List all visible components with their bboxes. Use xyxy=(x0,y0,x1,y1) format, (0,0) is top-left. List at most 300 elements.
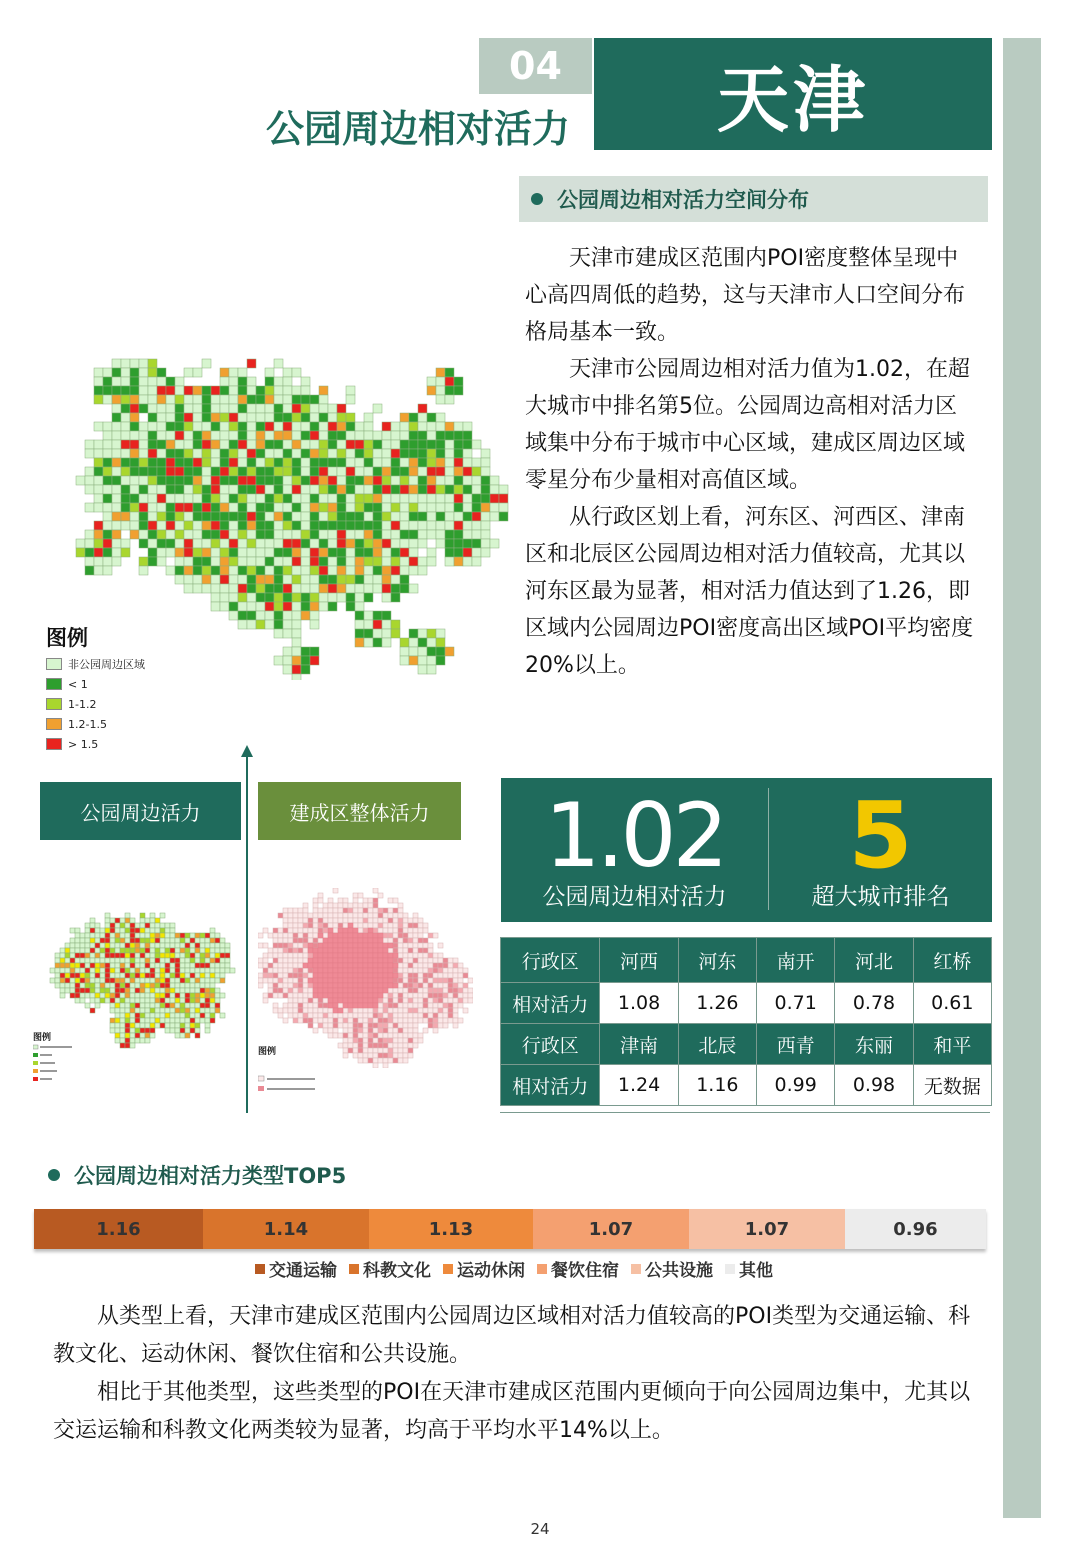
map-grid-cell xyxy=(157,485,166,494)
map-grid-cell xyxy=(120,938,125,943)
map-grid-cell xyxy=(215,993,220,998)
map-grid-cell xyxy=(125,1033,130,1038)
map-grid-cell xyxy=(313,958,318,963)
map-grid-cell xyxy=(400,521,409,530)
map-grid-cell xyxy=(220,584,229,593)
table-row xyxy=(501,1065,992,1106)
map-grid-cell xyxy=(121,449,130,458)
map-grid-cell xyxy=(148,413,157,422)
map-grid-cell xyxy=(301,431,310,440)
map-grid-cell xyxy=(180,938,185,943)
map-grid-cell xyxy=(211,431,220,440)
map-grid-cell xyxy=(388,1043,393,1048)
map-grid-cell xyxy=(443,963,448,968)
map-grid-cell xyxy=(403,1003,408,1008)
map-grid-cell xyxy=(403,1018,408,1023)
map-grid-cell xyxy=(301,584,310,593)
map-grid-cell xyxy=(348,963,353,968)
map-grid-cell xyxy=(205,963,210,968)
map-grid-cell xyxy=(60,978,65,983)
map-grid-cell xyxy=(373,993,378,998)
map-grid-cell xyxy=(328,584,337,593)
map-grid-cell xyxy=(160,958,165,963)
map-grid-cell xyxy=(368,953,373,958)
map-grid-cell xyxy=(193,485,202,494)
map-grid-cell xyxy=(445,431,454,440)
map-grid-cell xyxy=(148,503,157,512)
map-grid-cell xyxy=(145,1033,150,1038)
map-grid-cell xyxy=(353,993,358,998)
map-grid-cell xyxy=(373,449,382,458)
map-grid-cell xyxy=(125,973,130,978)
map-grid-cell xyxy=(346,557,355,566)
map-grid-cell xyxy=(346,386,355,395)
map-grid-cell xyxy=(195,943,200,948)
map-grid-cell xyxy=(364,503,373,512)
map-grid-cell xyxy=(139,494,148,503)
map-grid-cell xyxy=(150,938,155,943)
map-grid-cell xyxy=(220,973,225,978)
map-grid-cell xyxy=(170,948,175,953)
map-grid-cell xyxy=(323,928,328,933)
map-grid-cell xyxy=(472,548,481,557)
map-grid-cell xyxy=(190,933,195,938)
map-grid-cell xyxy=(75,998,80,1003)
map-grid-cell xyxy=(85,476,94,485)
map-grid-cell xyxy=(115,1003,120,1008)
map-grid-cell xyxy=(165,938,170,943)
map-grid-cell xyxy=(121,377,130,386)
map-grid-cell xyxy=(80,973,85,978)
map-grid-cell xyxy=(393,988,398,993)
map-grid-cell xyxy=(338,943,343,948)
map-grid-cell xyxy=(155,968,160,973)
map-grid-cell xyxy=(448,973,453,978)
map-grid-cell xyxy=(388,1038,393,1043)
map-grid-cell xyxy=(148,404,157,413)
map-grid-cell xyxy=(103,539,112,548)
map-grid-cell xyxy=(211,557,220,566)
map-grid-cell xyxy=(103,395,112,404)
map-grid-cell xyxy=(436,503,445,512)
map-grid-cell xyxy=(308,1003,313,1008)
map-grid-cell xyxy=(310,485,319,494)
map-grid-cell xyxy=(388,963,393,968)
map-grid-cell xyxy=(338,968,343,973)
map-grid-cell xyxy=(110,933,115,938)
map-grid-cell xyxy=(125,948,130,953)
map-grid-cell xyxy=(358,918,363,923)
map-grid-cell xyxy=(145,963,150,968)
map-grid-cell xyxy=(454,521,463,530)
district-name: 红桥 xyxy=(913,938,991,983)
map-grid-cell xyxy=(333,963,338,968)
map-grid-cell xyxy=(448,988,453,993)
map-grid-cell xyxy=(383,968,388,973)
map-grid-cell xyxy=(247,485,256,494)
map-grid-cell xyxy=(278,968,283,973)
map-grid-cell xyxy=(337,566,346,575)
map-grid-cell xyxy=(373,933,378,938)
map-grid-cell xyxy=(100,973,105,978)
map-grid-cell xyxy=(135,973,140,978)
legend-label: 1.2-1.5 xyxy=(68,717,107,731)
map-grid-cell xyxy=(215,1003,220,1008)
map-grid-cell xyxy=(472,539,481,548)
map-grid-cell xyxy=(403,968,408,973)
map-grid-cell xyxy=(95,973,100,978)
map-grid-cell xyxy=(400,431,409,440)
map-grid-cell xyxy=(388,908,393,913)
map-grid-cell xyxy=(90,958,95,963)
map-grid-cell xyxy=(292,395,301,404)
map-grid-cell xyxy=(323,963,328,968)
map-grid-cell xyxy=(103,368,112,377)
map-grid-cell xyxy=(145,948,150,953)
map-grid-cell xyxy=(175,953,180,958)
map-grid-cell xyxy=(393,948,398,953)
map-grid-cell xyxy=(130,958,135,963)
legend-item xyxy=(46,694,145,714)
map-grid-cell xyxy=(165,1008,170,1013)
map-grid-cell xyxy=(408,918,413,923)
map-grid-cell xyxy=(383,923,388,928)
map-grid-cell xyxy=(157,512,166,521)
map-grid-cell xyxy=(333,978,338,983)
map-grid-cell xyxy=(398,1008,403,1013)
map-grid-cell xyxy=(258,973,263,978)
map-grid-cell xyxy=(313,978,318,983)
map-grid-cell xyxy=(453,1013,458,1018)
map-grid-cell xyxy=(427,512,436,521)
map-grid-cell xyxy=(383,1028,388,1033)
map-grid-cell xyxy=(110,958,115,963)
map-grid-cell xyxy=(274,584,283,593)
legend-label: < 1 xyxy=(68,677,88,691)
map-grid-cell xyxy=(409,422,418,431)
map-grid-cell xyxy=(388,1018,393,1023)
map-grid-cell xyxy=(220,548,229,557)
map-grid-cell xyxy=(139,512,148,521)
map-grid-cell xyxy=(408,968,413,973)
map-grid-cell xyxy=(110,963,115,968)
map-grid-cell xyxy=(120,1023,125,1028)
map-grid-cell xyxy=(130,988,135,993)
map-grid-cell xyxy=(85,968,90,973)
map-grid-cell xyxy=(445,485,454,494)
map-grid-cell xyxy=(368,973,373,978)
map-grid-cell xyxy=(358,1013,363,1018)
map-grid-cell xyxy=(184,476,193,485)
map-grid-cell xyxy=(202,476,211,485)
map-grid-cell xyxy=(364,422,373,431)
map-grid-cell xyxy=(278,1013,283,1018)
map-grid-cell xyxy=(184,368,193,377)
map-grid-cell xyxy=(364,584,373,593)
map-grid-cell xyxy=(140,938,145,943)
map-grid-cell xyxy=(155,923,160,928)
map-grid-cell xyxy=(115,1023,120,1028)
map-grid-cell xyxy=(368,913,373,918)
map-grid-cell xyxy=(148,422,157,431)
map-grid-cell xyxy=(160,933,165,938)
map-grid-cell xyxy=(200,988,205,993)
map-grid-cell xyxy=(100,988,105,993)
map-grid-cell xyxy=(185,998,190,1003)
map-grid-cell xyxy=(274,494,283,503)
map-grid-cell xyxy=(229,449,238,458)
map-grid-cell xyxy=(378,1033,383,1038)
map-grid-cell xyxy=(382,440,391,449)
map-grid-cell xyxy=(292,521,301,530)
map-grid-cell xyxy=(202,557,211,566)
map-grid-cell xyxy=(110,1018,115,1023)
map-grid-cell xyxy=(391,431,400,440)
map-grid-cell xyxy=(353,1038,358,1043)
map-grid-cell xyxy=(220,968,225,973)
map-grid-cell xyxy=(448,1003,453,1008)
map-grid-cell xyxy=(388,1053,393,1058)
map-grid-cell xyxy=(200,953,205,958)
map-grid-cell xyxy=(90,928,95,933)
map-grid-cell xyxy=(433,978,438,983)
map-grid-cell xyxy=(229,521,238,530)
map-grid-cell xyxy=(328,530,337,539)
map-grid-cell xyxy=(400,422,409,431)
map-grid-cell xyxy=(313,898,318,903)
map-grid-cell xyxy=(391,440,400,449)
map-grid-cell xyxy=(427,440,436,449)
map-grid-cell xyxy=(76,539,85,548)
map-grid-cell xyxy=(427,467,436,476)
map-grid-cell xyxy=(175,973,180,978)
map-grid-cell xyxy=(200,938,205,943)
map-grid-cell xyxy=(403,933,408,938)
map-grid-cell xyxy=(283,422,292,431)
map-grid-cell xyxy=(184,422,193,431)
map-grid-cell xyxy=(160,1023,165,1028)
map-grid-cell xyxy=(202,539,211,548)
map-grid-cell xyxy=(225,963,230,968)
map-grid-cell xyxy=(418,629,427,638)
map-grid-cell xyxy=(346,395,355,404)
map-grid-cell xyxy=(298,923,303,928)
map-grid-cell xyxy=(274,359,283,368)
map-grid-cell xyxy=(288,998,293,1003)
map-grid-cell xyxy=(418,494,427,503)
map-grid-cell xyxy=(140,963,145,968)
map-grid-cell xyxy=(278,1008,283,1013)
map-grid-cell xyxy=(453,983,458,988)
map-grid-cell xyxy=(283,620,292,629)
map-grid-cell xyxy=(247,593,256,602)
map-grid-cell xyxy=(418,918,423,923)
map-grid-cell xyxy=(453,968,458,973)
map-grid-cell xyxy=(170,998,175,1003)
map-grid-cell xyxy=(120,943,125,948)
map-grid-cell xyxy=(229,539,238,548)
map-grid-cell xyxy=(193,539,202,548)
map-grid-cell xyxy=(247,530,256,539)
map-grid-cell xyxy=(373,943,378,948)
map-grid-cell xyxy=(145,928,150,933)
map-grid-cell xyxy=(283,602,292,611)
map-grid-cell xyxy=(283,476,292,485)
map-grid-cell xyxy=(238,584,247,593)
map-grid-cell xyxy=(373,521,382,530)
map-grid-cell xyxy=(200,963,205,968)
map-grid-cell xyxy=(318,973,323,978)
map-grid-cell xyxy=(368,993,373,998)
map-grid-cell xyxy=(115,1013,120,1018)
map-grid-cell xyxy=(393,923,398,928)
map-grid-cell xyxy=(373,1058,378,1063)
map-grid-cell xyxy=(364,485,373,494)
map-grid-cell xyxy=(263,993,268,998)
map-grid-cell xyxy=(85,948,90,953)
map-grid-cell xyxy=(210,938,215,943)
map-grid-cell xyxy=(383,953,388,958)
map-grid-cell xyxy=(94,386,103,395)
map-grid-cell xyxy=(90,983,95,988)
map-grid-cell xyxy=(490,539,499,548)
map-grid-cell xyxy=(448,993,453,998)
map-grid-cell xyxy=(436,413,445,422)
map-grid-cell xyxy=(135,958,140,963)
map-grid-cell xyxy=(358,933,363,938)
map-grid-cell xyxy=(274,476,283,485)
map-grid-cell xyxy=(256,458,265,467)
map-grid-cell xyxy=(403,1058,408,1063)
map-grid-cell xyxy=(229,566,238,575)
map-grid-cell xyxy=(135,938,140,943)
map-grid-cell xyxy=(337,548,346,557)
map-grid-cell xyxy=(438,1013,443,1018)
map-grid-cell xyxy=(185,978,190,983)
map-grid-cell xyxy=(353,978,358,983)
map-grid-cell xyxy=(160,993,165,998)
map-grid-cell xyxy=(205,968,210,973)
map-grid-cell xyxy=(301,467,310,476)
map-grid-cell xyxy=(125,1018,130,1023)
map-grid-cell xyxy=(94,521,103,530)
map-grid-cell xyxy=(409,638,418,647)
map-grid-cell xyxy=(205,1003,210,1008)
map-grid-cell xyxy=(328,476,337,485)
map-grid-cell xyxy=(215,968,220,973)
map-grid-cell xyxy=(418,1008,423,1013)
map-grid-cell xyxy=(388,1033,393,1038)
map-grid-cell xyxy=(355,485,364,494)
map-grid-cell xyxy=(408,1013,413,1018)
map-grid-cell xyxy=(328,923,333,928)
map-grid-cell xyxy=(157,539,166,548)
map-grid-cell xyxy=(145,1018,150,1023)
map-grid-cell xyxy=(368,1053,373,1058)
map-grid-cell xyxy=(363,948,368,953)
map-grid-cell xyxy=(148,485,157,494)
map-grid-cell xyxy=(292,620,301,629)
map-grid-cell xyxy=(112,476,121,485)
map-grid-cell xyxy=(238,611,247,620)
map-grid-cell xyxy=(383,928,388,933)
map-grid-cell xyxy=(319,602,328,611)
map-grid-cell xyxy=(373,988,378,993)
map-grid-cell xyxy=(388,933,393,938)
map-grid-cell xyxy=(409,557,418,566)
map-grid-cell xyxy=(328,958,333,963)
map-grid-cell xyxy=(65,953,70,958)
map-grid-cell xyxy=(238,476,247,485)
map-grid-cell xyxy=(393,963,398,968)
map-grid-cell xyxy=(353,908,358,913)
map-grid-cell xyxy=(403,1008,408,1013)
map-grid-cell xyxy=(383,1033,388,1038)
map-grid-cell xyxy=(175,395,184,404)
map-grid-cell xyxy=(148,449,157,458)
map-grid-cell xyxy=(160,1008,165,1013)
map-grid-cell xyxy=(346,548,355,557)
map-grid-cell xyxy=(413,1008,418,1013)
map-grid-cell xyxy=(445,422,454,431)
map-grid-cell xyxy=(288,938,293,943)
legend-label: 科教文化 xyxy=(363,1261,431,1281)
map-grid-cell xyxy=(400,449,409,458)
map-grid-cell xyxy=(373,629,382,638)
map-grid-cell xyxy=(135,928,140,933)
map-grid-cell xyxy=(358,1038,363,1043)
map-grid-cell xyxy=(140,918,145,923)
map-grid-cell xyxy=(175,933,180,938)
map-grid-cell xyxy=(200,983,205,988)
map-grid-cell xyxy=(453,978,458,983)
map-grid-cell xyxy=(70,978,75,983)
map-grid-cell xyxy=(175,449,184,458)
section-number: 04 xyxy=(479,38,592,94)
map-grid-cell xyxy=(75,928,80,933)
map-grid-cell xyxy=(436,530,445,539)
map-grid-cell xyxy=(184,458,193,467)
map-grid-cell xyxy=(363,923,368,928)
map-grid-cell xyxy=(328,404,337,413)
map-grid-cell xyxy=(60,983,65,988)
map-grid-cell xyxy=(433,983,438,988)
map-grid-cell xyxy=(166,413,175,422)
map-grid-cell xyxy=(382,575,391,584)
map-grid-cell xyxy=(303,968,308,973)
map-grid-cell xyxy=(443,1013,448,1018)
map-grid-cell xyxy=(292,431,301,440)
map-grid-cell xyxy=(215,938,220,943)
map-grid-cell xyxy=(247,602,256,611)
map-grid-cell xyxy=(436,440,445,449)
map-grid-cell xyxy=(398,983,403,988)
map-grid-cell xyxy=(303,953,308,958)
map-grid-cell xyxy=(115,948,120,953)
map-grid-cell xyxy=(70,953,75,958)
map-grid-cell xyxy=(338,1013,343,1018)
map-grid-cell xyxy=(205,973,210,978)
map-grid-cell xyxy=(333,923,338,928)
map-grid-cell xyxy=(220,476,229,485)
map-grid-cell xyxy=(368,958,373,963)
map-grid-cell xyxy=(355,422,364,431)
map-grid-cell xyxy=(283,503,292,512)
map-grid-cell xyxy=(328,440,337,449)
map-grid-cell xyxy=(343,1033,348,1038)
map-grid-cell xyxy=(210,943,215,948)
map-grid-cell xyxy=(323,953,328,958)
